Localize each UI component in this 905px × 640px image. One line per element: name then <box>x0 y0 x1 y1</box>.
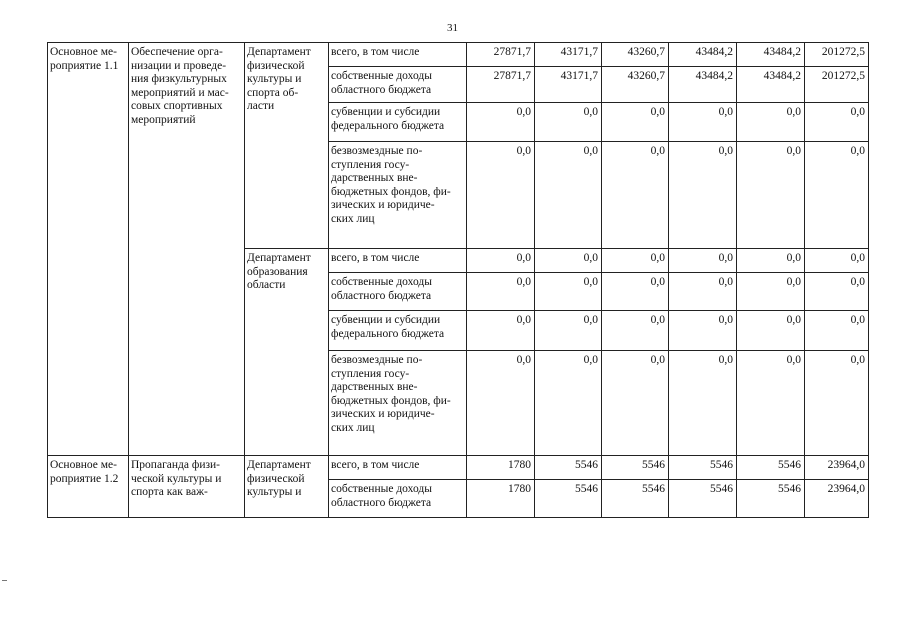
budget-table <box>47 42 869 518</box>
activity-cell: Основное ме- роприятие 1.2 <box>48 456 129 518</box>
budget-table-body <box>48 43 869 518</box>
amount-cell: 43484,2 <box>669 43 737 67</box>
funding-source-cell: безвозмездные по- ступления госу- дарственных вне- бюджетных фондов, фи- зических и юридиче- ских лиц <box>329 142 467 249</box>
amount-cell: 0,0 <box>467 103 535 142</box>
amount-cell: 0,0 <box>535 351 602 456</box>
amount-cell: 0,0 <box>805 273 869 311</box>
amount-cell: 27871,7 <box>467 67 535 103</box>
description-cell: Обеспечение орга- низации и проведе- ния физкультурных мероприятий и мас- совых спортивных мероприятий <box>129 43 245 456</box>
amount-cell: 0,0 <box>467 311 535 351</box>
funding-source-cell: собственные доходы областного бюджета <box>329 67 467 103</box>
amount-cell: 201272,5 <box>805 67 869 103</box>
amount-cell: 0,0 <box>669 103 737 142</box>
amount-cell: 0,0 <box>805 351 869 456</box>
amount-cell: 0,0 <box>535 142 602 249</box>
amount-cell: 43260,7 <box>602 43 669 67</box>
amount-cell: 43484,2 <box>737 43 805 67</box>
amount-cell: 0,0 <box>602 142 669 249</box>
amount-cell: 1780 <box>467 456 535 480</box>
amount-cell: 201272,5 <box>805 43 869 67</box>
scan-mark <box>2 580 7 581</box>
funding-source-cell: всего, в том числе <box>329 43 467 67</box>
amount-cell: 0,0 <box>602 103 669 142</box>
amount-cell: 0,0 <box>602 351 669 456</box>
department-cell: Департамент физической культуры и спорта об- ласти <box>245 43 329 249</box>
amount-cell: 0,0 <box>737 273 805 311</box>
funding-source-cell: собственные доходы областного бюджета <box>329 480 467 518</box>
amount-cell: 0,0 <box>467 273 535 311</box>
amount-cell: 1780 <box>467 480 535 518</box>
amount-cell: 5546 <box>737 480 805 518</box>
amount-cell: 0,0 <box>535 249 602 273</box>
amount-cell: 0,0 <box>535 273 602 311</box>
amount-cell: 0,0 <box>805 249 869 273</box>
amount-cell: 0,0 <box>737 103 805 142</box>
amount-cell: 5546 <box>535 480 602 518</box>
amount-cell: 43484,2 <box>737 67 805 103</box>
amount-cell: 5546 <box>535 456 602 480</box>
department-cell: Департамент физической культуры и <box>245 456 329 518</box>
amount-cell: 0,0 <box>602 311 669 351</box>
amount-cell: 0,0 <box>737 351 805 456</box>
amount-cell: 23964,0 <box>805 456 869 480</box>
amount-cell: 0,0 <box>737 142 805 249</box>
amount-cell: 0,0 <box>602 249 669 273</box>
activity-cell: Основное ме- роприятие 1.1 <box>48 43 129 456</box>
amount-cell: 0,0 <box>669 351 737 456</box>
amount-cell: 0,0 <box>669 142 737 249</box>
table-row <box>48 43 869 67</box>
description-cell: Пропаганда физи- ческой культуры и спорта как важ- <box>129 456 245 518</box>
funding-source-cell: субвенции и субсидии федерального бюджета <box>329 103 467 142</box>
amount-cell: 0,0 <box>805 142 869 249</box>
amount-cell: 0,0 <box>535 311 602 351</box>
funding-source-cell: собственные доходы областного бюджета <box>329 273 467 311</box>
amount-cell: 5546 <box>669 480 737 518</box>
funding-source-cell: всего, в том числе <box>329 456 467 480</box>
amount-cell: 0,0 <box>467 249 535 273</box>
amount-cell: 5546 <box>737 456 805 480</box>
funding-source-cell: всего, в том числе <box>329 249 467 273</box>
amount-cell: 0,0 <box>669 249 737 273</box>
amount-cell: 0,0 <box>805 103 869 142</box>
amount-cell: 0,0 <box>805 311 869 351</box>
table-row <box>48 456 869 480</box>
page-number: 31 <box>447 22 458 34</box>
amount-cell: 0,0 <box>669 311 737 351</box>
amount-cell: 0,0 <box>467 142 535 249</box>
amount-cell: 5546 <box>602 480 669 518</box>
amount-cell: 5546 <box>602 456 669 480</box>
amount-cell: 0,0 <box>467 351 535 456</box>
amount-cell: 0,0 <box>535 103 602 142</box>
funding-source-cell: субвенции и субсидии федерального бюджета <box>329 311 467 351</box>
funding-source-cell: безвозмездные по- ступления госу- дарственных вне- бюджетных фондов, фи- зических и юридиче- ских лиц <box>329 351 467 456</box>
amount-cell: 0,0 <box>602 273 669 311</box>
amount-cell: 43260,7 <box>602 67 669 103</box>
amount-cell: 0,0 <box>669 273 737 311</box>
amount-cell: 0,0 <box>737 311 805 351</box>
amount-cell: 43484,2 <box>669 67 737 103</box>
department-cell: Департамент образования области <box>245 249 329 456</box>
amount-cell: 27871,7 <box>467 43 535 67</box>
amount-cell: 5546 <box>669 456 737 480</box>
amount-cell: 43171,7 <box>535 43 602 67</box>
amount-cell: 43171,7 <box>535 67 602 103</box>
amount-cell: 0,0 <box>737 249 805 273</box>
amount-cell: 23964,0 <box>805 480 869 518</box>
